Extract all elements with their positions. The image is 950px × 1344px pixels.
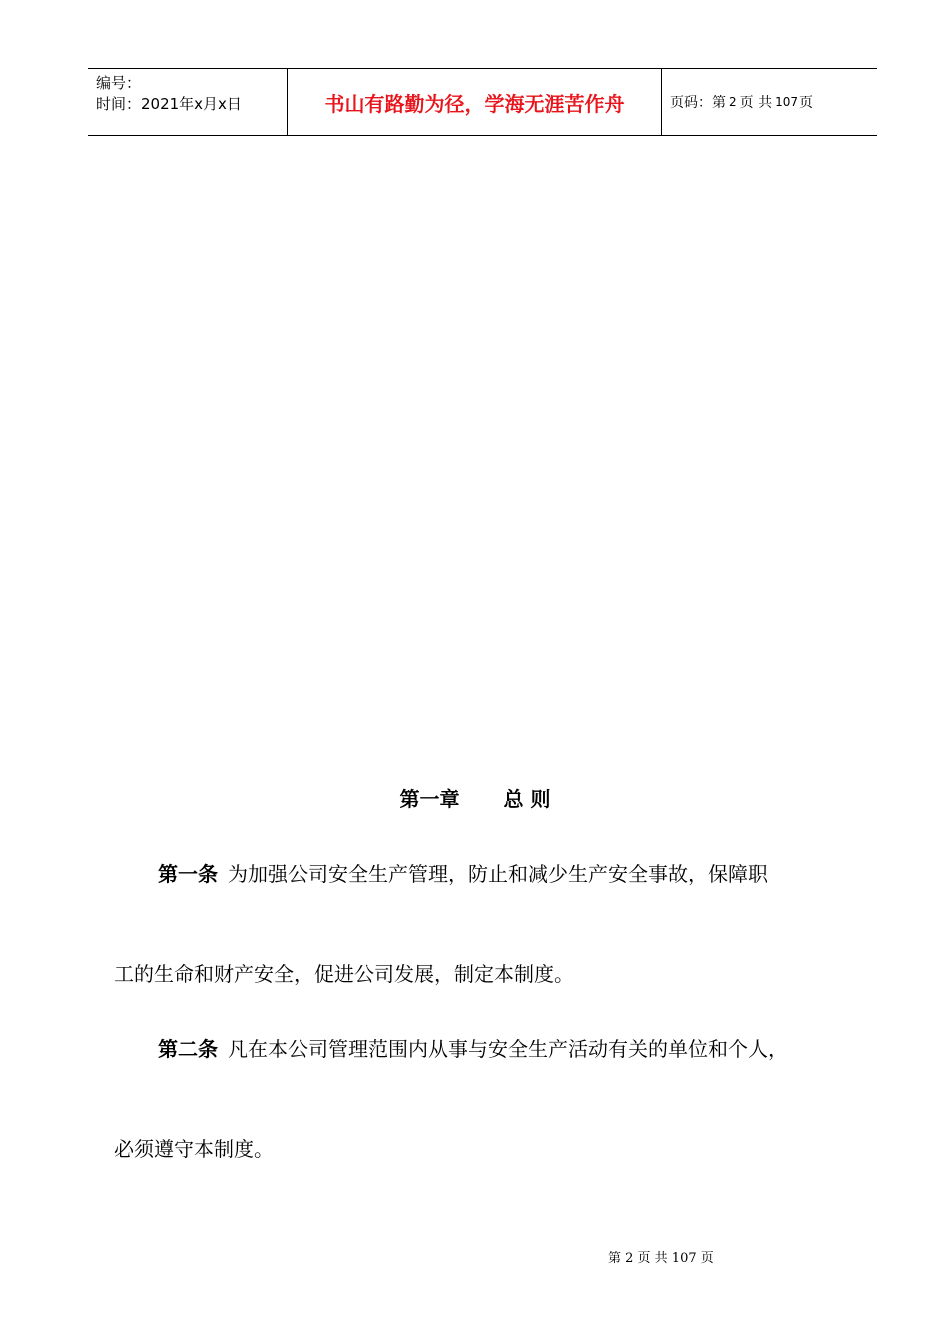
article-1-line-2 — [114, 958, 574, 987]
page-header-table — [88, 68, 877, 136]
article-1-text-2: 工的生命和财产安全，促进公司发展，制定本制度。 — [114, 962, 574, 986]
header-motto: 书山有路勤为径，学海无涯苦作舟 — [324, 91, 625, 116]
article-1-line-1 — [158, 858, 768, 887]
chapter-number: 第一章 — [399, 787, 460, 811]
header-motto-cell — [288, 69, 662, 135]
chapter-heading — [0, 783, 950, 812]
header-page-cell — [662, 69, 877, 135]
page-footer: 第 2 页 共 107 页 — [608, 1251, 714, 1266]
page-suffix: 页 — [799, 95, 813, 111]
page-current: 2 — [729, 95, 737, 109]
chapter-title: 总 则 — [503, 787, 551, 811]
article-2-text-2: 必须遵守本制度。 — [114, 1137, 274, 1161]
article-2-label: 第二条 — [158, 1037, 218, 1061]
page-total: 107 — [775, 95, 798, 109]
document-number-label: 编号： — [96, 74, 142, 92]
article-2-line-1 — [158, 1033, 788, 1062]
article-1-text-1: 为加强公司安全生产管理，防止和减少生产安全事故，保障职 — [228, 862, 768, 886]
article-1-label: 第一条 — [158, 862, 218, 886]
article-2-text-1: 凡在本公司管理范围内从事与安全生产活动有关的单位和个人， — [228, 1037, 788, 1061]
page-prefix: 页码：第 — [670, 95, 726, 111]
article-2-line-2 — [114, 1133, 274, 1162]
header-meta-cell — [88, 69, 288, 135]
document-date: 时间：2021年x月x日 — [96, 95, 242, 113]
page-mid: 页 共 — [739, 95, 773, 111]
